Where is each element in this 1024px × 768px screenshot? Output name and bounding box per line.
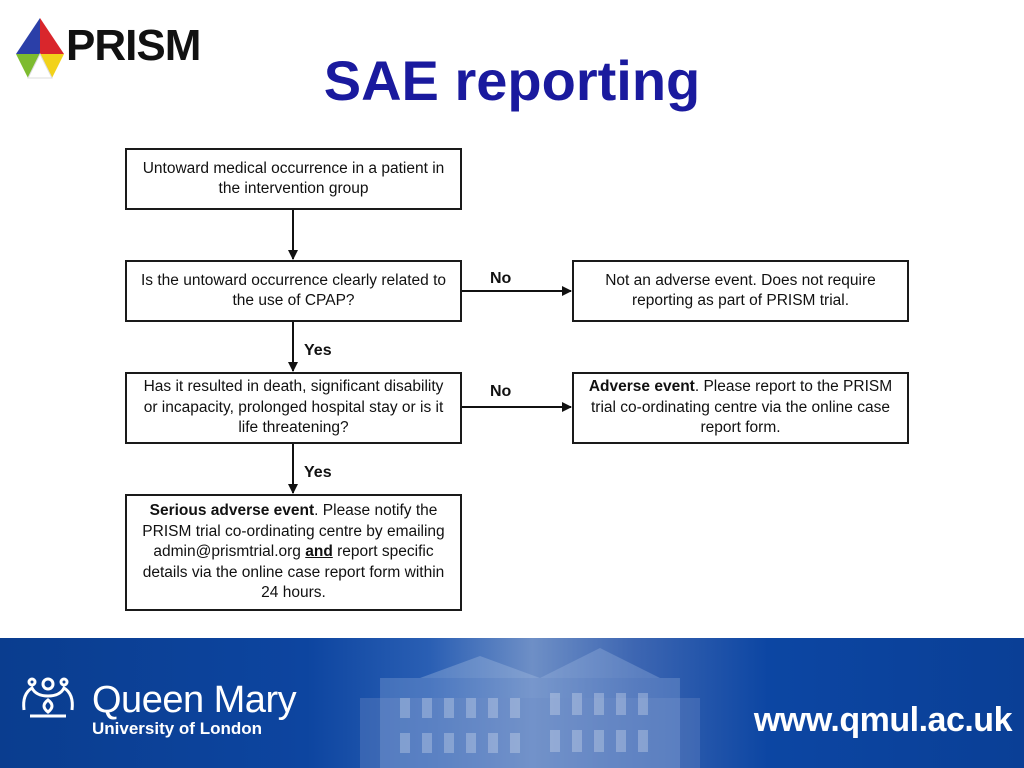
footer-banner <box>0 638 1024 768</box>
label-no-2: No <box>490 383 512 400</box>
university-subtitle: University of London <box>92 719 262 738</box>
label-no-1: No <box>490 270 512 287</box>
box-adverse-event: Adverse event. Please report to the PRISM trial co-ordinating centre via the online case report form. <box>572 372 909 444</box>
page-title: SAE reporting <box>323 49 701 112</box>
label-yes-1: Yes <box>304 342 332 359</box>
box-related-to-cpap: Is the untoward occurrence clearly related to the use of CPAP? <box>125 260 462 322</box>
building-image <box>360 638 700 768</box>
queen-mary-crest-icon <box>16 666 80 730</box>
website-url[interactable]: www.qmul.ac.uk <box>753 701 1012 739</box>
box-serious-adverse-event: Serious adverse event. Please notify the PRISM trial co-ordinating centre by emailing admin@prismtrial.org and report specific details via the online case report form within 24 hours. <box>125 494 462 611</box>
university-name: Queen Mary <box>92 679 297 721</box>
label-yes-2: Yes <box>304 464 332 481</box>
box-untoward-occurrence: Untoward medical occurrence in a patient in the intervention group <box>125 148 462 210</box>
box-not-adverse-event: Not an adverse event. Does not require reporting as part of PRISM trial. <box>572 260 909 322</box>
box-serious-criteria: Has it resulted in death, significant disability or incapacity, prolonged hospital stay or is it life threatening? <box>125 372 462 444</box>
logo-text: PRISM <box>66 21 201 70</box>
